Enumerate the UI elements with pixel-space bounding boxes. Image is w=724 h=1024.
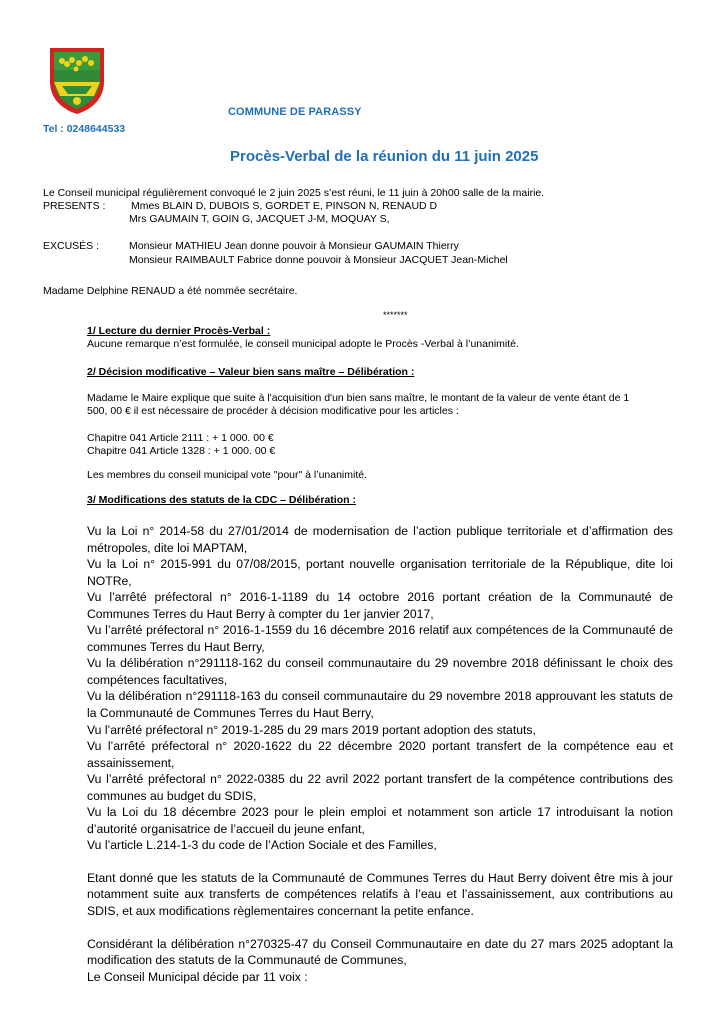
excuses-line-1: Monsieur MATHIEU Jean donne pouvoir à Monsieur GAUMAIN Thierry [129,240,459,252]
visa-paragraph: Vu la délibération n°291118-163 du conseil communautaire du 29 novembre 2018 approuvant les statuts de la Communauté de Communes Terres du Haut Berry, [87,689,673,721]
convocation-text: Le Conseil municipal régulièrement convoqué le 2 juin 2025 s’est réuni, le 11 juin à 20h00 salle de la mairie. [43,187,545,199]
commune-crest-logo [48,46,106,116]
visa-paragraph: Vu l’arrêté préfectoral n° 2016-1-1559 du 16 décembre 2016 relatif aux compétences de la Communauté de communes Terres du Haut Berry, [87,623,673,654]
secretaire-text: Madame Delphine RENAUD a été nommée secrétaire. [43,285,298,297]
decision-line: Le Conseil Municipal décide par 11 voix : [87,969,308,984]
visa-paragraph: Vu l’article L.214-1-3 du code de l’Action Sociale et des Familles, [87,838,437,853]
visa-paragraph: Vu l’arrêté préfectoral n° 2022-0385 du 22 avril 2022 portant transfert de la compétence contributions des communes au budget du SDIS, [87,772,673,803]
considerant-paragraph: Considérant la délibération n°270325-47 du Conseil Communautaire en date du 27 mars 2025 adoptant la modification des statuts de la Communauté de Communes, [87,936,673,968]
visa-paragraph: Vu la délibération n°291118-162 du conseil communautaire du 29 novembre 2018 définissant le choix des compétences facultatives, [87,656,673,687]
document-title: Procès-Verbal de la réunion du 11 juin 2025 [230,148,539,165]
excuses-line-2: Monsieur RAIMBAULT Fabrice donne pouvoir à Monsieur JACQUET Jean-Michel [129,254,508,266]
visa-paragraph: Vu l’arrêté préfectoral n° 2016-1-1189 du 14 octobre 2016 portant création de la Communauté de Communes Terres du Haut Berry à compter du 1er janvier 2017, [87,590,673,621]
visa-paragraph: Vu l’arrêté préfectoral n° 2020-1622 du 22 décembre 2020 portant transfert de la compétence eau et assainissement, [87,739,673,770]
section-1-text: Aucune remarque n’est formulée, le conseil municipal adopte le Procès -Verbal à l’unanimité. [87,338,519,350]
section-3-heading: 3/ Modifications des statuts de la CDC – Délibération : [87,494,356,506]
excuses-label: EXCUSÉS : [43,240,100,252]
chapitre-2: Chapitre 041 Article 1328 : + 1 000. 00 € [87,445,276,457]
presents-line-2: Mrs GAUMAIN T, GOIN G, JACQUET J-M, MOQUAY S, [129,213,390,225]
chapitre-1: Chapitre 041 Article 2111 : + 1 000. 00 € [87,432,274,444]
etant-donne-paragraph: Etant donné que les statuts de la Communauté de Communes Terres du Haut Berry doivent être mis à jour notamment suite aux transferts de compétences relatifs à l’eau et l’assainissement, aux contributions au SDIS, et aux modifications règlementaires concernant la petite enfance. [87,870,673,919]
section-2-line-2: 500, 00 € il est nécessaire de procéder à décision modificative pour les articles : [87,405,459,417]
telephone: Tel : 0248644533 [43,123,126,135]
section-2-heading: 2/ Décision modificative – Valeur bien sans maître – Délibération : [87,366,415,378]
section-2-vote: Les membres du conseil municipal vote "pour" à l’unanimité. [87,469,368,481]
section-2-line-1: Madame le Maire explique que suite à l'acquisition d'un bien sans maître, le montant de la valeur de vente étant de 1 [87,392,630,404]
presents-label: PRESENTS : [43,200,106,212]
visa-paragraph: Vu l’arrêté préfectoral n° 2019-1-285 du 29 mars 2019 portant adoption des statuts, [87,722,536,737]
separator: ******* [383,310,408,320]
visa-paragraph: Vu la Loi n° 2014-58 du 27/01/2014 de modernisation de l’action publique territoriale et d’affirmation des métropoles, dite loi MAPTAM, [87,524,673,555]
visa-paragraph: Vu la Loi du 18 décembre 2023 pour le plein emploi et notamment son article 17 introduisant la notion d’autorité organisatrice de l’accueil du jeune enfant, [87,805,673,836]
presents-line-1: Mmes BLAIN D, DUBOIS S, GORDET E, PINSON N, RENAUD D [131,200,438,212]
section-3-body [87,523,673,985]
visa-paragraph: Vu la Loi n° 2015-991 du 07/08/2015, portant nouvelle organisation territoriale de la République, dite loi NOTRe, [87,557,673,588]
commune-name: COMMUNE DE PARASSY [228,106,362,118]
section-1-heading: 1/ Lecture du dernier Procès-Verbal : [87,325,271,337]
